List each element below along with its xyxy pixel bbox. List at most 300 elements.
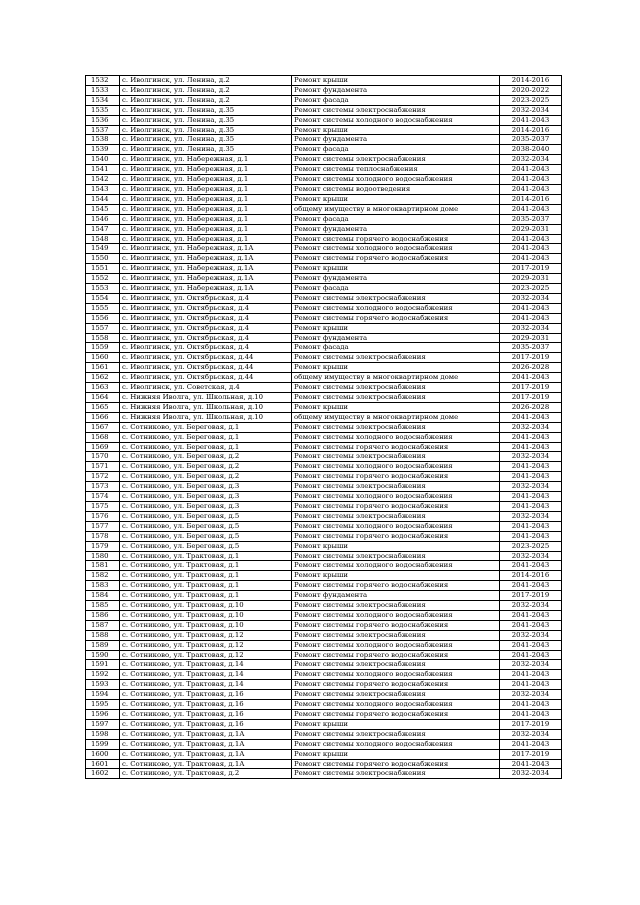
- work-type-cell: Ремонт системы холодного водоснабжения: [292, 303, 500, 313]
- address-cell: с. Иволгинск, ул. Набережная, д.1А: [120, 264, 292, 274]
- row-number-cell: 1565: [86, 402, 120, 412]
- address-cell: с. Сотниково, ул. Трактовая, д.10: [120, 620, 292, 630]
- work-type-cell: Ремонт фундамента: [292, 224, 500, 234]
- row-number-cell: 1541: [86, 165, 120, 175]
- row-number-cell: 1546: [86, 214, 120, 224]
- work-type-cell: Ремонт системы электроснабжения: [292, 452, 500, 462]
- table-row: [86, 472, 562, 482]
- work-type-cell: Ремонт фасада: [292, 214, 500, 224]
- row-number-cell: 1555: [86, 303, 120, 313]
- address-cell: с. Иволгинск, ул. Набережная, д.1: [120, 204, 292, 214]
- row-number-cell: 1536: [86, 115, 120, 125]
- row-number-cell: 1552: [86, 274, 120, 284]
- table-row: [86, 501, 562, 511]
- row-number-cell: 1559: [86, 343, 120, 353]
- table-row: [86, 115, 562, 125]
- address-cell: с. Сотниково, ул. Трактовая, д.14: [120, 680, 292, 690]
- row-number-cell: 1581: [86, 561, 120, 571]
- work-type-cell: Ремонт крыши: [292, 402, 500, 412]
- work-type-cell: Ремонт системы горячего водоснабжения: [292, 313, 500, 323]
- work-type-cell: Ремонт фундамента: [292, 135, 500, 145]
- period-cell: 2038-2040: [500, 145, 562, 155]
- address-cell: с. Иволгинск, ул. Набережная, д.1: [120, 214, 292, 224]
- address-cell: с. Иволгинск, ул. Набережная, д.1: [120, 224, 292, 234]
- address-cell: с. Сотниково, ул. Трактовая, д.1А: [120, 739, 292, 749]
- work-type-cell: Ремонт фасада: [292, 343, 500, 353]
- row-number-cell: 1592: [86, 670, 120, 680]
- address-cell: с. Сотниково, ул. Береговая, д.3: [120, 501, 292, 511]
- period-cell: 2032-2034: [500, 511, 562, 521]
- work-type-cell: Ремонт фундамента: [292, 591, 500, 601]
- row-number-cell: 1569: [86, 442, 120, 452]
- row-number-cell: 1558: [86, 333, 120, 343]
- row-number-cell: 1564: [86, 393, 120, 403]
- address-cell: с. Иволгинск, ул. Набережная, д.1: [120, 155, 292, 165]
- address-cell: с. Сотниково, ул. Трактовая, д.14: [120, 670, 292, 680]
- address-cell: с. Сотниково, ул. Береговая, д.3: [120, 482, 292, 492]
- address-cell: с. Сотниково, ул. Трактовая, д.14: [120, 660, 292, 670]
- row-number-cell: 1572: [86, 472, 120, 482]
- period-cell: 2041-2043: [500, 739, 562, 749]
- period-cell: 2041-2043: [500, 759, 562, 769]
- table-row: [86, 145, 562, 155]
- row-number-cell: 1563: [86, 383, 120, 393]
- address-cell: с. Сотниково, ул. Береговая, д.2: [120, 452, 292, 462]
- work-type-cell: Ремонт крыши: [292, 719, 500, 729]
- address-cell: с. Сотниково, ул. Трактовая, д.12: [120, 630, 292, 640]
- address-cell: с. Сотниково, ул. Береговая, д.5: [120, 511, 292, 521]
- period-cell: 2041-2043: [500, 373, 562, 383]
- work-type-cell: Ремонт фасада: [292, 284, 500, 294]
- table-row: [86, 650, 562, 660]
- table-row: [86, 284, 562, 294]
- address-cell: с. Сотниково, ул. Береговая, д.1: [120, 422, 292, 432]
- period-cell: 2014-2016: [500, 194, 562, 204]
- work-type-cell: Ремонт системы электроснабжения: [292, 105, 500, 115]
- row-number-cell: 1573: [86, 482, 120, 492]
- work-type-cell: Ремонт системы горячего водоснабжения: [292, 501, 500, 511]
- row-number-cell: 1562: [86, 373, 120, 383]
- work-type-cell: Ремонт системы холодного водоснабжения: [292, 244, 500, 254]
- work-type-cell: Ремонт крыши: [292, 194, 500, 204]
- period-cell: 2032-2034: [500, 452, 562, 462]
- work-type-cell: Ремонт системы электроснабжения: [292, 293, 500, 303]
- table-row: [86, 561, 562, 571]
- table-row: [86, 412, 562, 422]
- work-type-cell: Ремонт системы горячего водоснабжения: [292, 620, 500, 630]
- table-row: [86, 393, 562, 403]
- work-type-cell: Ремонт крыши: [292, 125, 500, 135]
- row-number-cell: 1593: [86, 680, 120, 690]
- address-cell: с. Нижняя Иволга, ул. Школьная, д.10: [120, 402, 292, 412]
- work-type-cell: Ремонт системы холодного водоснабжения: [292, 610, 500, 620]
- work-type-cell: Ремонт системы электроснабжения: [292, 660, 500, 670]
- period-cell: 2032-2034: [500, 601, 562, 611]
- period-cell: 2041-2043: [500, 303, 562, 313]
- period-cell: 2032-2034: [500, 729, 562, 739]
- row-number-cell: 1583: [86, 581, 120, 591]
- address-cell: с. Сотниково, ул. Трактовая, д.16: [120, 690, 292, 700]
- period-cell: 2017-2019: [500, 749, 562, 759]
- table-row: [86, 204, 562, 214]
- table-row: [86, 165, 562, 175]
- address-cell: с. Иволгинск, ул. Набережная, д.1А: [120, 284, 292, 294]
- table-row: [86, 373, 562, 383]
- table-row: [86, 630, 562, 640]
- row-number-cell: 1551: [86, 264, 120, 274]
- table-row: [86, 571, 562, 581]
- work-type-cell: Ремонт системы горячего водоснабжения: [292, 650, 500, 660]
- address-cell: с. Иволгинск, ул. Октябрьская, д.4: [120, 323, 292, 333]
- row-number-cell: 1547: [86, 224, 120, 234]
- table-row: [86, 293, 562, 303]
- period-cell: 2020-2022: [500, 85, 562, 95]
- address-cell: с. Сотниково, ул. Трактовая, д.1: [120, 551, 292, 561]
- work-type-cell: Ремонт системы электроснабжения: [292, 511, 500, 521]
- table-row: [86, 274, 562, 284]
- table-row: [86, 492, 562, 502]
- work-type-cell: общему имуществу в многоквартирном доме: [292, 204, 500, 214]
- table-row: [86, 769, 562, 779]
- address-cell: с. Иволгинск, ул. Ленина, д.35: [120, 115, 292, 125]
- work-type-cell: Ремонт системы горячего водоснабжения: [292, 254, 500, 264]
- row-number-cell: 1598: [86, 729, 120, 739]
- address-cell: с. Иволгинск, ул. Набережная, д.1: [120, 184, 292, 194]
- work-type-cell: Ремонт системы холодного водоснабжения: [292, 670, 500, 680]
- work-type-cell: Ремонт системы электроснабжения: [292, 353, 500, 363]
- work-type-cell: Ремонт крыши: [292, 264, 500, 274]
- work-type-cell: Ремонт системы электроснабжения: [292, 601, 500, 611]
- table-row: [86, 125, 562, 135]
- table-row: [86, 343, 562, 353]
- period-cell: 2041-2043: [500, 412, 562, 422]
- table-row: [86, 323, 562, 333]
- address-cell: с. Иволгинск, ул. Ленина, д.2: [120, 76, 292, 86]
- table-row: [86, 175, 562, 185]
- period-cell: 2032-2034: [500, 690, 562, 700]
- row-number-cell: 1590: [86, 650, 120, 660]
- period-cell: 2014-2016: [500, 125, 562, 135]
- address-cell: с. Сотниково, ул. Трактовая, д.12: [120, 650, 292, 660]
- address-cell: с. Сотниково, ул. Трактовая, д.1: [120, 581, 292, 591]
- row-number-cell: 1588: [86, 630, 120, 640]
- row-number-cell: 1550: [86, 254, 120, 264]
- work-type-cell: Ремонт системы горячего водоснабжения: [292, 680, 500, 690]
- address-cell: с. Иволгинск, ул. Набережная, д.1: [120, 165, 292, 175]
- work-type-cell: Ремонт крыши: [292, 363, 500, 373]
- period-cell: 2041-2043: [500, 670, 562, 680]
- address-cell: с. Иволгинск, ул. Набережная, д.1: [120, 175, 292, 185]
- period-cell: 2029-2031: [500, 333, 562, 343]
- period-cell: 2041-2043: [500, 313, 562, 323]
- table-row: [86, 234, 562, 244]
- address-cell: с. Иволгинск, ул. Ленина, д.35: [120, 135, 292, 145]
- period-cell: 2023-2025: [500, 541, 562, 551]
- address-cell: с. Иволгинск, ул. Октябрьская, д.4: [120, 313, 292, 323]
- period-cell: 2041-2043: [500, 531, 562, 541]
- work-type-cell: Ремонт системы холодного водоснабжения: [292, 462, 500, 472]
- period-cell: 2041-2043: [500, 432, 562, 442]
- address-cell: с. Иволгинск, ул. Набережная, д.1: [120, 234, 292, 244]
- table-row: [86, 432, 562, 442]
- table-row: [86, 690, 562, 700]
- period-cell: 2032-2034: [500, 323, 562, 333]
- row-number-cell: 1548: [86, 234, 120, 244]
- address-cell: с. Сотниково, ул. Трактовая, д.1: [120, 591, 292, 601]
- address-cell: с. Иволгинск, ул. Октябрьская, д.44: [120, 363, 292, 373]
- table-row: [86, 551, 562, 561]
- address-cell: с. Сотниково, ул. Трактовая, д.1А: [120, 749, 292, 759]
- table-row: [86, 76, 562, 86]
- row-number-cell: 1596: [86, 710, 120, 720]
- row-number-cell: 1566: [86, 412, 120, 422]
- row-number-cell: 1540: [86, 155, 120, 165]
- period-cell: 2032-2034: [500, 105, 562, 115]
- table-row: [86, 422, 562, 432]
- address-cell: с. Нижняя Иволга, ул. Школьная, д.10: [120, 393, 292, 403]
- address-cell: с. Иволгинск, ул. Октябрьская, д.44: [120, 373, 292, 383]
- period-cell: 2041-2043: [500, 610, 562, 620]
- repair-schedule-table: [85, 75, 562, 779]
- row-number-cell: 1600: [86, 749, 120, 759]
- period-cell: 2041-2043: [500, 442, 562, 452]
- period-cell: 2041-2043: [500, 581, 562, 591]
- period-cell: 2026-2028: [500, 402, 562, 412]
- address-cell: с. Сотниково, ул. Береговая, д.2: [120, 462, 292, 472]
- work-type-cell: Ремонт крыши: [292, 76, 500, 86]
- row-number-cell: 1556: [86, 313, 120, 323]
- period-cell: 2041-2043: [500, 165, 562, 175]
- row-number-cell: 1571: [86, 462, 120, 472]
- period-cell: 2041-2043: [500, 700, 562, 710]
- period-cell: 2023-2025: [500, 284, 562, 294]
- row-number-cell: 1539: [86, 145, 120, 155]
- period-cell: 2035-2037: [500, 343, 562, 353]
- row-number-cell: 1545: [86, 204, 120, 214]
- table-row: [86, 670, 562, 680]
- period-cell: 2041-2043: [500, 492, 562, 502]
- period-cell: 2041-2043: [500, 680, 562, 690]
- table-row: [86, 313, 562, 323]
- address-cell: с. Сотниково, ул. Трактовая, д.1: [120, 561, 292, 571]
- work-type-cell: Ремонт системы электроснабжения: [292, 551, 500, 561]
- repair-schedule-body: [86, 76, 562, 779]
- row-number-cell: 1537: [86, 125, 120, 135]
- row-number-cell: 1544: [86, 194, 120, 204]
- work-type-cell: Ремонт системы горячего водоснабжения: [292, 759, 500, 769]
- work-type-cell: Ремонт системы холодного водоснабжения: [292, 700, 500, 710]
- address-cell: с. Сотниково, ул. Трактовая, д.1: [120, 571, 292, 581]
- table-row: [86, 719, 562, 729]
- period-cell: 2035-2037: [500, 135, 562, 145]
- period-cell: 2041-2043: [500, 244, 562, 254]
- address-cell: с. Сотниково, ул. Трактовая, д.10: [120, 610, 292, 620]
- row-number-cell: 1561: [86, 363, 120, 373]
- address-cell: с. Иволгинск, ул. Октябрьская, д.4: [120, 303, 292, 313]
- work-type-cell: Ремонт системы горячего водоснабжения: [292, 234, 500, 244]
- work-type-cell: Ремонт крыши: [292, 571, 500, 581]
- address-cell: с. Иволгинск, ул. Набережная, д.1А: [120, 274, 292, 284]
- work-type-cell: Ремонт системы электроснабжения: [292, 630, 500, 640]
- row-number-cell: 1543: [86, 184, 120, 194]
- period-cell: 2032-2034: [500, 630, 562, 640]
- work-type-cell: Ремонт системы холодного водоснабжения: [292, 175, 500, 185]
- table-row: [86, 95, 562, 105]
- table-row: [86, 521, 562, 531]
- table-row: [86, 462, 562, 472]
- address-cell: с. Сотниково, ул. Трактовая, д.16: [120, 719, 292, 729]
- period-cell: 2032-2034: [500, 482, 562, 492]
- work-type-cell: Ремонт фундамента: [292, 274, 500, 284]
- row-number-cell: 1568: [86, 432, 120, 442]
- period-cell: 2041-2043: [500, 710, 562, 720]
- table-row: [86, 710, 562, 720]
- row-number-cell: 1599: [86, 739, 120, 749]
- period-cell: 2041-2043: [500, 640, 562, 650]
- row-number-cell: 1577: [86, 521, 120, 531]
- address-cell: с. Сотниково, ул. Береговая, д.5: [120, 521, 292, 531]
- table-row: [86, 680, 562, 690]
- work-type-cell: Ремонт системы холодного водоснабжения: [292, 640, 500, 650]
- period-cell: 2017-2019: [500, 264, 562, 274]
- table-row: [86, 749, 562, 759]
- period-cell: 2017-2019: [500, 393, 562, 403]
- row-number-cell: 1560: [86, 353, 120, 363]
- address-cell: с. Сотниково, ул. Береговая, д.1: [120, 442, 292, 452]
- row-number-cell: 1589: [86, 640, 120, 650]
- period-cell: 2041-2043: [500, 472, 562, 482]
- work-type-cell: Ремонт системы горячего водоснабжения: [292, 531, 500, 541]
- work-type-cell: Ремонт фундамента: [292, 85, 500, 95]
- work-type-cell: Ремонт системы горячего водоснабжения: [292, 581, 500, 591]
- period-cell: 2029-2031: [500, 224, 562, 234]
- row-number-cell: 1554: [86, 293, 120, 303]
- period-cell: 2032-2034: [500, 551, 562, 561]
- period-cell: 2014-2016: [500, 76, 562, 86]
- table-row: [86, 184, 562, 194]
- address-cell: с. Сотниково, ул. Трактовая, д.2: [120, 769, 292, 779]
- work-type-cell: Ремонт системы электроснабжения: [292, 155, 500, 165]
- table-row: [86, 264, 562, 274]
- work-type-cell: Ремонт системы горячего водоснабжения: [292, 710, 500, 720]
- period-cell: 2041-2043: [500, 234, 562, 244]
- address-cell: с. Сотниково, ул. Трактовая, д.16: [120, 700, 292, 710]
- period-cell: 2041-2043: [500, 115, 562, 125]
- table-row: [86, 700, 562, 710]
- table-row: [86, 620, 562, 630]
- row-number-cell: 1584: [86, 591, 120, 601]
- work-type-cell: Ремонт крыши: [292, 541, 500, 551]
- row-number-cell: 1579: [86, 541, 120, 551]
- period-cell: 2017-2019: [500, 383, 562, 393]
- table-row: [86, 610, 562, 620]
- row-number-cell: 1587: [86, 620, 120, 630]
- row-number-cell: 1570: [86, 452, 120, 462]
- row-number-cell: 1601: [86, 759, 120, 769]
- table-row: [86, 244, 562, 254]
- work-type-cell: Ремонт системы электроснабжения: [292, 769, 500, 779]
- table-row: [86, 729, 562, 739]
- work-type-cell: Ремонт системы электроснабжения: [292, 482, 500, 492]
- table-row: [86, 254, 562, 264]
- address-cell: с. Иволгинск, ул. Ленина, д.35: [120, 125, 292, 135]
- work-type-cell: Ремонт фасада: [292, 145, 500, 155]
- table-row: [86, 739, 562, 749]
- address-cell: с. Иволгинск, ул. Набережная, д.1А: [120, 244, 292, 254]
- address-cell: с. Сотниково, ул. Береговая, д.3: [120, 492, 292, 502]
- period-cell: 2029-2031: [500, 274, 562, 284]
- period-cell: 2032-2034: [500, 769, 562, 779]
- table-row: [86, 353, 562, 363]
- work-type-cell: Ремонт системы электроснабжения: [292, 422, 500, 432]
- address-cell: с. Сотниково, ул. Трактовая, д.12: [120, 640, 292, 650]
- period-cell: 2032-2034: [500, 155, 562, 165]
- period-cell: 2041-2043: [500, 462, 562, 472]
- row-number-cell: 1591: [86, 660, 120, 670]
- row-number-cell: 1597: [86, 719, 120, 729]
- period-cell: 2032-2034: [500, 660, 562, 670]
- row-number-cell: 1576: [86, 511, 120, 521]
- address-cell: с. Иволгинск, ул. Октябрьская, д.44: [120, 353, 292, 363]
- address-cell: с. Иволгинск, ул. Ленина, д.2: [120, 85, 292, 95]
- table-row: [86, 531, 562, 541]
- address-cell: с. Иволгинск, ул. Набережная, д.1: [120, 194, 292, 204]
- address-cell: с. Иволгинск, ул. Ленина, д.35: [120, 105, 292, 115]
- address-cell: с. Сотниково, ул. Трактовая, д.10: [120, 601, 292, 611]
- address-cell: с. Сотниково, ул. Трактовая, д.1А: [120, 759, 292, 769]
- work-type-cell: Ремонт системы электроснабжения: [292, 383, 500, 393]
- address-cell: с. Сотниково, ул. Береговая, д.5: [120, 541, 292, 551]
- table-row: [86, 224, 562, 234]
- period-cell: 2035-2037: [500, 214, 562, 224]
- work-type-cell: Ремонт фасада: [292, 95, 500, 105]
- address-cell: с. Сотниково, ул. Трактовая, д.1А: [120, 729, 292, 739]
- row-number-cell: 1567: [86, 422, 120, 432]
- row-number-cell: 1574: [86, 492, 120, 502]
- row-number-cell: 1533: [86, 85, 120, 95]
- period-cell: 2041-2043: [500, 254, 562, 264]
- address-cell: с. Иволгинск, ул. Ленина, д.35: [120, 145, 292, 155]
- table-row: [86, 581, 562, 591]
- period-cell: 2026-2028: [500, 363, 562, 373]
- table-row: [86, 452, 562, 462]
- table-row: [86, 660, 562, 670]
- row-number-cell: 1594: [86, 690, 120, 700]
- period-cell: 2041-2043: [500, 561, 562, 571]
- address-cell: с. Нижняя Иволга, ул. Школьная, д.10: [120, 412, 292, 422]
- period-cell: 2041-2043: [500, 175, 562, 185]
- work-type-cell: Ремонт системы холодного водоснабжения: [292, 521, 500, 531]
- address-cell: с. Сотниково, ул. Береговая, д.1: [120, 432, 292, 442]
- address-cell: с. Иволгинск, ул. Октябрьская, д.4: [120, 293, 292, 303]
- address-cell: с. Сотниково, ул. Береговая, д.2: [120, 472, 292, 482]
- address-cell: с. Иволгинск, ул. Октябрьская, д.4: [120, 333, 292, 343]
- table-row: [86, 363, 562, 373]
- table-row: [86, 402, 562, 412]
- row-number-cell: 1538: [86, 135, 120, 145]
- period-cell: 2032-2034: [500, 422, 562, 432]
- period-cell: 2017-2019: [500, 719, 562, 729]
- address-cell: с. Иволгинск, ул. Набережная, д.1А: [120, 254, 292, 264]
- table-row: [86, 135, 562, 145]
- table-row: [86, 155, 562, 165]
- row-number-cell: 1578: [86, 531, 120, 541]
- period-cell: 2041-2043: [500, 620, 562, 630]
- table-row: [86, 194, 562, 204]
- period-cell: 2023-2025: [500, 95, 562, 105]
- table-row: [86, 482, 562, 492]
- table-row: [86, 591, 562, 601]
